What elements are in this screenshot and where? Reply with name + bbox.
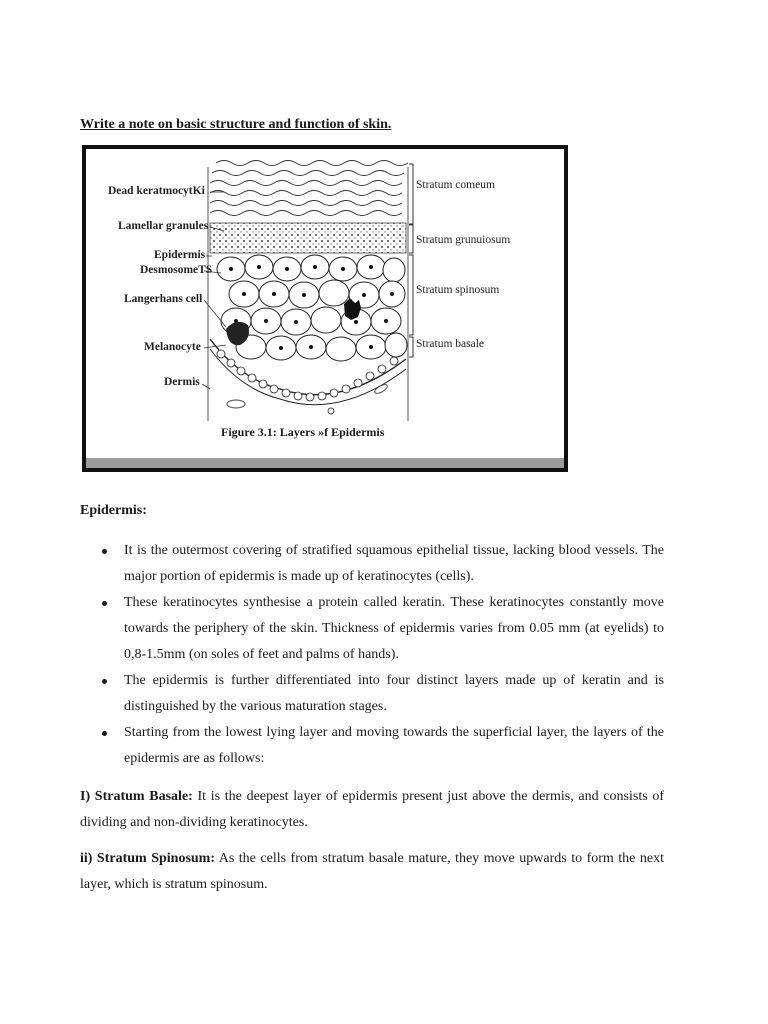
page-title: Write a note on basic structure and function of skin.: [80, 117, 392, 132]
label-desmosomes: DesmosomeTS: [140, 264, 213, 276]
paragraph-stratum-spinosum: [80, 846, 664, 898]
label-dead-keratinocytes: Dead keratmocytKi: [108, 185, 205, 197]
label-langerhans-cell: Langerhans cell: [124, 293, 203, 305]
bullet-text: These keratinocytes synthesise a protein called keratin. These keratinocytes constantly move towards the periphery of the skin. Thickness of epidermis varies from 0.05 mm (at eyelids) to 0,8-1.5mm (on soles of feet and palms of hands).: [124, 595, 664, 662]
bullet-icon: [102, 731, 107, 736]
label-stratum-granulosum: Stratum grunuiosum: [416, 234, 511, 246]
paragraph-stratum-basale: [80, 784, 664, 836]
label-melanocyte: Melanocyte: [144, 341, 201, 353]
bullet-text: Starting from the lowest lying layer and moving towards the superficial layer, the layers of the epidermis are as follows:: [124, 725, 664, 766]
label-dermis: Dermis: [164, 376, 200, 388]
desc-stratum-spinosum: As the cells from stratum basale mature, they move upwards to form the next layer, which is stratum spinosum.: [80, 851, 664, 892]
list-item: [80, 590, 664, 668]
bullet-icon: [102, 601, 107, 606]
epidermis-bullet-list: [80, 538, 664, 772]
bullet-icon: [102, 549, 107, 554]
label-stratum-spinosum: Stratum spinosum: [416, 284, 500, 296]
bullet-icon: [102, 679, 107, 684]
label-stratum-corneum: Stratum comeum: [416, 179, 495, 191]
section-heading-epidermis: Epidermis:: [80, 503, 147, 518]
list-item: [80, 538, 664, 590]
label-epidermis: Epidermis: [154, 249, 206, 261]
label-lamellar-granules: Lamellar granules: [118, 220, 209, 232]
desc-stratum-basale: It is the deepest layer of epidermis present just above the dermis, and consists of dividing and non-dividing keratinocytes.: [80, 789, 665, 830]
list-item: [80, 668, 664, 720]
bullet-text: It is the outermost covering of stratified squamous epithelial tissue, lacking blood vessels. The major portion of epidermis is made up of keratinocytes (cells).: [124, 543, 664, 584]
term-stratum-spinosum: ii) Stratum Spinosum:: [80, 851, 216, 866]
epidermis-figure: [82, 145, 568, 472]
bullet-text: The epidermis is further differentiated into four distinct layers made up of keratin and is distinguished by the various maturation stages.: [124, 673, 664, 714]
figure-caption: Figure 3.1: Layers »f Epidermis: [221, 425, 385, 439]
list-item: [80, 720, 664, 772]
term-stratum-basale: I) Stratum Basale:: [80, 789, 193, 804]
label-stratum-basale: Stratum basale: [416, 338, 485, 350]
figure-bottom-bar: [86, 458, 564, 468]
